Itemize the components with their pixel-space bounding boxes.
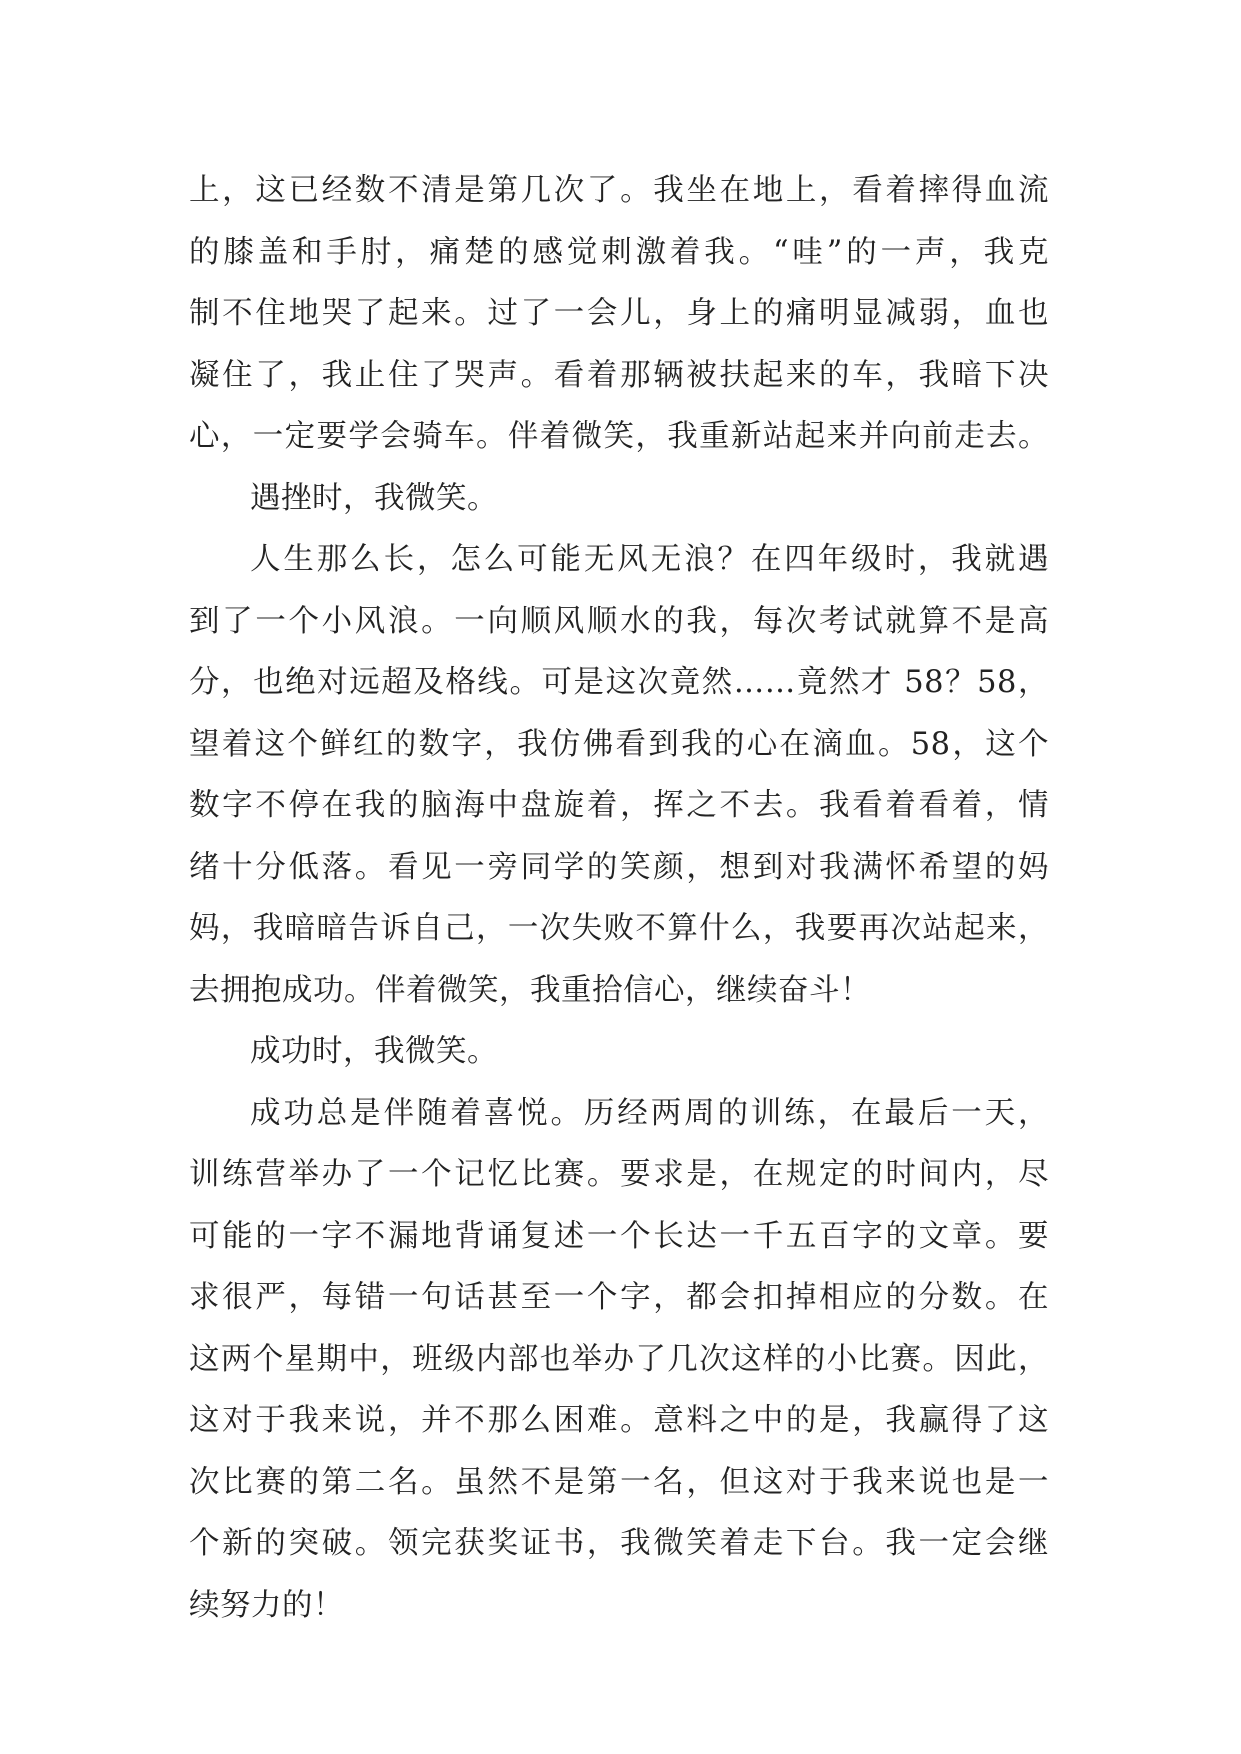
text-line: 到了一个小风浪。一向顺风顺水的我，每次考试就算不是高 [189,603,1049,639]
text-line: 制不住地哭了起来。过了一会儿，身上的痛明显减弱，血也 [189,296,1049,331]
text-line: 这对于我来说，并不那么困难。意料之中的是，我赢得了这 [189,1403,1049,1438]
text-line: 求很严，每错一句话甚至一个字，都会扣掉相应的分数。在 [189,1280,1049,1315]
text-line: 去拥抱成功。伴着微笑，我重拾信心，继续奋斗！ [189,972,871,1008]
text-line: 续努力的！ [189,1587,344,1623]
text-line: 分，也绝对远超及格线。可是这次竟然……竟然才 58？58， [189,665,1049,700]
text-line: 成功总是伴随着喜悦。历经两周的训练，在最后一天， [250,1095,1049,1131]
text-line: 绪十分低落。看见一旁同学的笑颜，想到对我满怀希望的妈 [189,849,1049,885]
text-line: 训练营举办了一个记忆比赛。要求是，在规定的时间内，尽 [189,1157,1049,1192]
text-line: 望着这个鲜红的数字，我仿佛看到我的心在滴血。58，这个 [189,726,1049,762]
text-line: 的膝盖和手肘，痛楚的感觉刺激着我。“哇”的一声，我克 [189,234,1049,270]
text-line: 人生那么长，怎么可能无风无浪？在四年级时，我就遇 [250,542,1049,577]
text-line: 心，一定要学会骑车。伴着微笑，我重新站起来并向前走去。 [189,419,1049,454]
text-line: 凝住了，我止住了哭声。看着那辆被扶起来的车，我暗下决 [189,357,1049,393]
text-line: 上，这已经数不清是第几次了。我坐在地上，看着摔得血流 [189,173,1049,208]
essay-body [189,160,1049,1636]
text-line: 个新的突破。领完获奖证书，我微笑着走下台。我一定会继 [189,1526,1049,1561]
text-line: 次比赛的第二名。虽然不是第一名，但这对于我来说也是一 [189,1464,1049,1500]
text-line: 妈，我暗暗告诉自己，一次失败不算什么，我要再次站起来， [189,911,1049,946]
text-line: 成功时，我微笑。 [250,1034,498,1069]
text-line: 数字不停在我的脑海中盘旋着，挥之不去。我看着看着，情 [189,788,1049,823]
text-line: 这两个星期中，班级内部也举办了几次这样的小比赛。因此， [189,1341,1049,1377]
text-line: 遇挫时，我微笑。 [250,480,498,516]
text-line: 可能的一字不漏地背诵复述一个长达一千五百字的文章。要 [189,1218,1049,1254]
